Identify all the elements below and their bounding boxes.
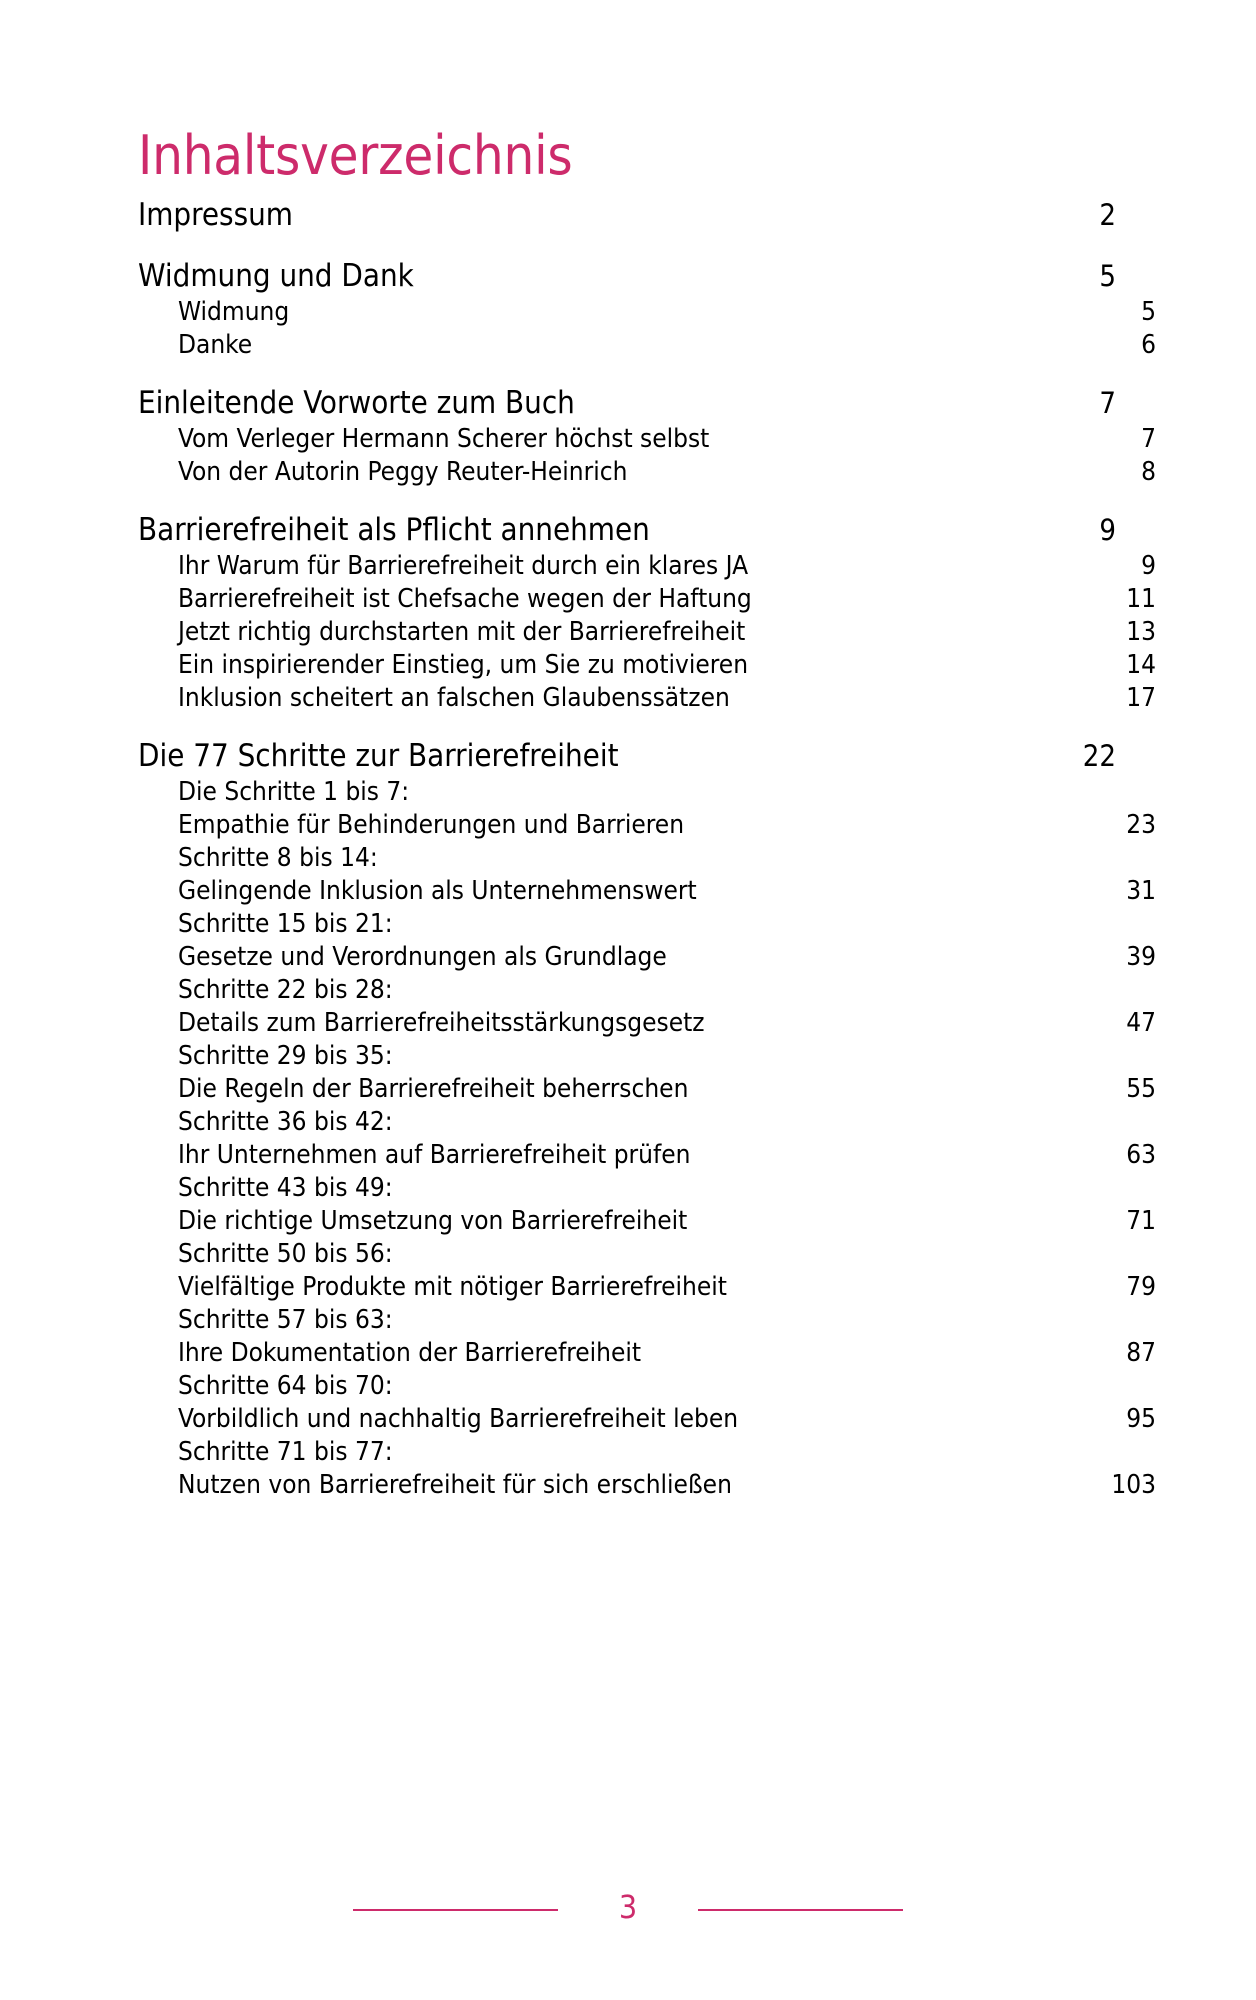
toc-entry-label: Gesetze und Verordnungen als Grundlage <box>178 942 667 972</box>
toc-entry-label: Ihr Warum für Barrierefreiheit durch ein klares JA <box>178 551 749 581</box>
toc-entry[interactable] <box>138 1073 1156 1106</box>
toc-entry-caption: Schritte 71 bis 77: <box>178 1437 393 1467</box>
toc-entry-page-number: 87 <box>1126 1338 1156 1368</box>
toc-entry-caption: Schritte 64 bis 70: <box>178 1371 393 1401</box>
toc-entry[interactable] <box>138 423 1156 456</box>
toc-entry-caption: Schritte 15 bis 21: <box>178 909 393 939</box>
toc-entry[interactable] <box>138 456 1156 489</box>
toc-entry-label: Details zum Barrierefreiheitsstärkungsgesetz <box>178 1008 705 1038</box>
page-footer <box>0 1880 1256 1940</box>
toc-entry-label: Inklusion scheitert an falschen Glaubenssätzen <box>178 683 730 713</box>
footer-rule-left <box>353 1909 558 1911</box>
toc-entry-page-number: 63 <box>1126 1140 1156 1170</box>
toc-entry-label: Jetzt richtig durchstarten mit der Barrierefreiheit <box>178 617 746 647</box>
toc-entry-label: Von der Autorin Peggy Reuter-Heinrich <box>178 457 628 487</box>
page-title: Inhaltsverzeichnis <box>138 124 573 188</box>
toc-entry-caption: Schritte 8 bis 14: <box>178 843 378 873</box>
toc-entry-caption: Die Schritte 1 bis 7: <box>178 777 410 807</box>
toc-entry-label: Ein inspirierender Einstieg, um Sie zu motivieren <box>178 650 749 680</box>
toc-entry-page-number: 23 <box>1126 810 1156 840</box>
table-of-contents <box>138 196 1156 1502</box>
footer-page-number: 3 <box>618 1888 638 1926</box>
toc-entry-page-number: 8 <box>1141 457 1156 487</box>
toc-entry-page-number: 9 <box>1099 513 1116 547</box>
toc-entry-page-number: 79 <box>1126 1272 1156 1302</box>
toc-entry[interactable] <box>138 1007 1156 1040</box>
toc-entry-page-number: 9 <box>1141 551 1156 581</box>
footer-rule-right <box>698 1909 903 1911</box>
toc-entry-label: Widmung und Dank <box>138 258 414 294</box>
toc-entry-label: Vorbildlich und nachhaltig Barrierefreiheit leben <box>178 1404 739 1434</box>
toc-entry[interactable] <box>138 1469 1156 1502</box>
toc-entry-page-number: 71 <box>1126 1206 1156 1236</box>
toc-entry[interactable] <box>138 511 1116 550</box>
toc-entry[interactable] <box>138 550 1156 583</box>
toc-entry[interactable] <box>138 616 1156 649</box>
toc-entry[interactable] <box>138 1205 1156 1238</box>
toc-entry-page-number: 7 <box>1141 424 1156 454</box>
toc-entry-page-number: 103 <box>1111 1470 1156 1500</box>
toc-entry[interactable] <box>138 941 1156 974</box>
toc-entry[interactable] <box>138 1403 1156 1436</box>
toc-entry-label: Danke <box>178 330 253 360</box>
toc-entry[interactable] <box>138 809 1156 842</box>
toc-entry-page-number: 13 <box>1126 617 1156 647</box>
toc-entry-page-number: 2 <box>1099 198 1116 232</box>
toc-entry[interactable] <box>138 329 1156 362</box>
toc-entry-page-number: 95 <box>1126 1404 1156 1434</box>
toc-entry-label: Barrierefreiheit als Pflicht annehmen <box>138 512 650 548</box>
toc-entry-page-number: 11 <box>1126 584 1156 614</box>
toc-entry-caption: Schritte 22 bis 28: <box>178 975 393 1005</box>
toc-entry-label: Die Regeln der Barrierefreiheit beherrschen <box>178 1074 689 1104</box>
toc-entry-label: Vom Verleger Hermann Scherer höchst selbst <box>178 424 710 454</box>
toc-entry-page-number: 31 <box>1126 876 1156 906</box>
toc-entry-page-number: 5 <box>1141 297 1156 327</box>
toc-entry[interactable] <box>138 1139 1156 1172</box>
toc-entry[interactable] <box>138 682 1156 715</box>
toc-entry-label: Impressum <box>138 197 293 233</box>
toc-entry-label: Ihr Unternehmen auf Barrierefreiheit prüfen <box>178 1140 691 1170</box>
toc-entry-label: Gelingende Inklusion als Unternehmenswert <box>178 876 697 906</box>
toc-entry-caption: Schritte 29 bis 35: <box>178 1041 393 1071</box>
toc-entry-page-number: 55 <box>1126 1074 1156 1104</box>
toc-entry-page-number: 7 <box>1099 386 1116 420</box>
toc-entry-caption: Schritte 50 bis 56: <box>178 1239 393 1269</box>
toc-entry-page-number: 5 <box>1099 259 1116 293</box>
toc-entry[interactable] <box>138 257 1116 296</box>
toc-entry-label: Nutzen von Barrierefreiheit für sich erschließen <box>178 1470 732 1500</box>
toc-entry-page-number: 14 <box>1126 650 1156 680</box>
toc-entry-label: Vielfältige Produkte mit nötiger Barrierefreiheit <box>178 1272 727 1302</box>
toc-entry[interactable] <box>138 296 1156 329</box>
toc-entry[interactable] <box>138 875 1156 908</box>
toc-entry-page-number: 39 <box>1126 942 1156 972</box>
toc-entry-label: Empathie für Behinderungen und Barrieren <box>178 810 685 840</box>
toc-entry[interactable] <box>138 649 1156 682</box>
toc-entry[interactable] <box>138 1337 1156 1370</box>
toc-entry-label: Widmung <box>178 297 290 327</box>
toc-entry-caption: Schritte 36 bis 42: <box>178 1107 393 1137</box>
toc-entry-caption: Schritte 43 bis 49: <box>178 1173 393 1203</box>
toc-entry-caption: Schritte 57 bis 63: <box>178 1305 393 1335</box>
toc-entry-label: Die 77 Schritte zur Barrierefreiheit <box>138 738 619 774</box>
toc-entry[interactable] <box>138 1271 1156 1304</box>
toc-entry[interactable] <box>138 583 1156 616</box>
toc-entry[interactable] <box>138 737 1116 776</box>
toc-entry-page-number: 47 <box>1126 1008 1156 1038</box>
toc-entry-label: Barrierefreiheit ist Chefsache wegen der Haftung <box>178 584 752 614</box>
toc-entry-label: Die richtige Umsetzung von Barrierefreiheit <box>178 1206 688 1236</box>
toc-entry-label: Einleitende Vorworte zum Buch <box>138 385 575 421</box>
toc-entry[interactable] <box>138 384 1116 423</box>
toc-entry-label: Ihre Dokumentation der Barrierefreiheit <box>178 1338 642 1368</box>
toc-entry-page-number: 6 <box>1141 330 1156 360</box>
toc-entry-page-number: 22 <box>1082 739 1116 773</box>
toc-entry[interactable] <box>138 196 1116 235</box>
toc-entry-page-number: 17 <box>1126 683 1156 713</box>
